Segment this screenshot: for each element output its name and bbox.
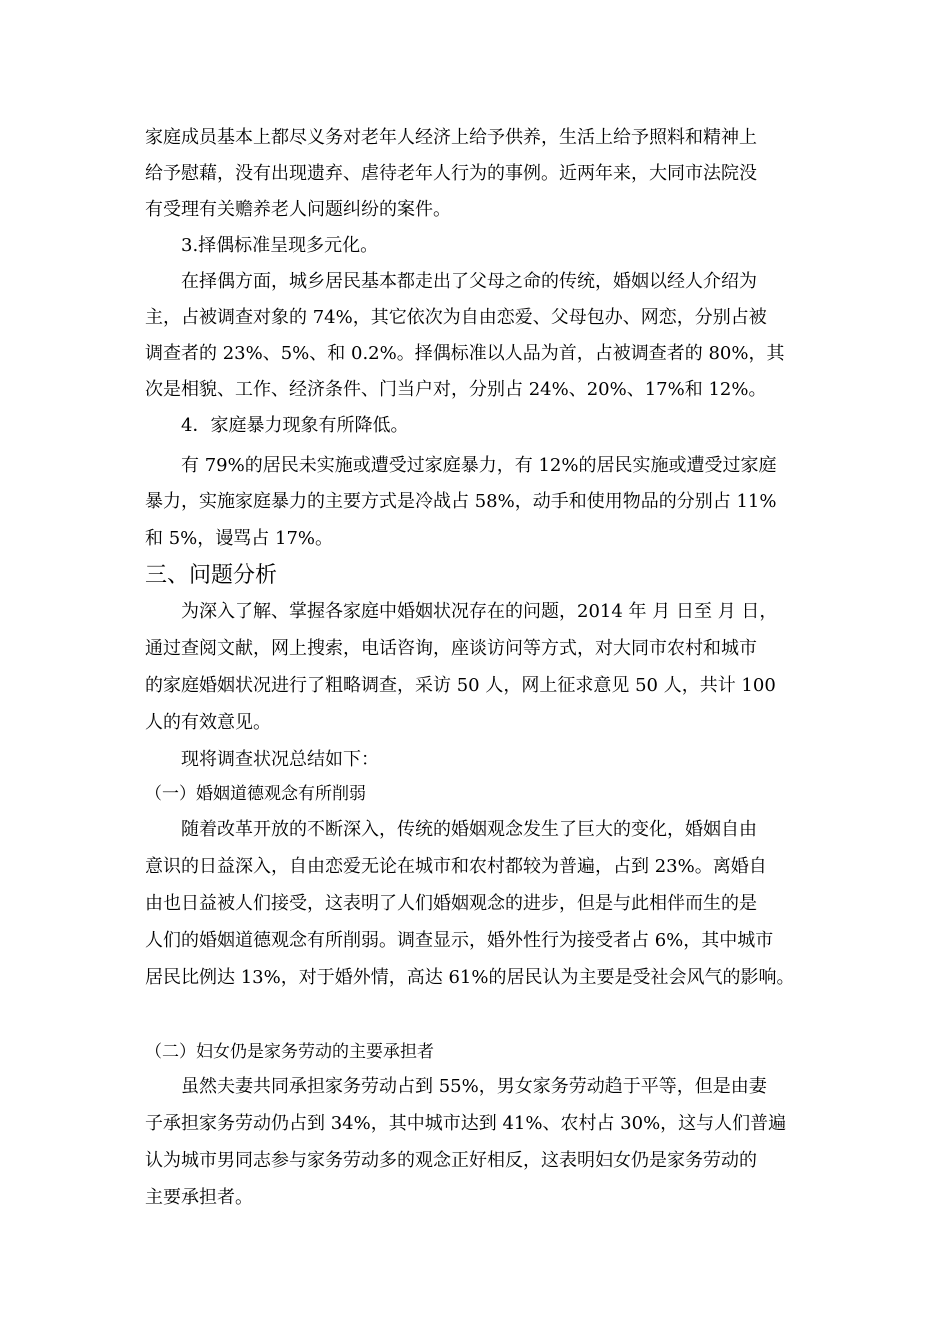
paragraph-line: 随着改革开放的不断深入，传统的婚姻观念发生了巨大的变化，婚姻自由 [181, 819, 757, 840]
paragraph-line: 在择偶方面，城乡居民基本都走出了父母之命的传统，婚姻以经人介绍为 [181, 271, 757, 292]
paragraph-line: 有受理有关赡养老人问题纠纷的案件。 [145, 199, 451, 220]
paragraph-line: 虽然夫妻共同承担家务劳动占到 55%，男女家务劳动趋于平等，但是由妻 [181, 1076, 767, 1097]
section-heading: 三、问题分析 [145, 563, 278, 588]
paragraph-line: 的家庭婚姻状况进行了粗略调查，采访 50 人，网上征求意见 50 人，共计 100 [145, 675, 776, 696]
paragraph-line: 人们的婚姻道德观念有所削弱。调查显示，婚外性行为接受者占 6%，其中城市 [145, 930, 774, 951]
paragraph-line: 人的有效意见。 [145, 712, 271, 733]
paragraph-line: 给予慰藉，没有出现遗弃、虐待老年人行为的事例。近两年来，大同市法院没 [145, 163, 757, 184]
list-heading: 3.择偶标准呈现多元化。 [181, 235, 379, 256]
paragraph-line: 由也日益被人们接受，这表明了人们婚姻观念的进步，但是与此相伴而生的是 [145, 893, 757, 914]
paragraph-line: 有 79%的居民未实施或遭受过家庭暴力，有 12%的居民实施或遭受过家庭 [181, 455, 777, 476]
paragraph-line: 意识的日益深入，自由恋爱无论在城市和农村都较为普遍，占到 23%。离婚自 [145, 856, 767, 877]
paragraph-line: 主，占被调查对象的 74%，其它依次为自由恋爱、父母包办、网恋，分别占被 [145, 307, 767, 328]
paragraph-line: 次是相貌、工作、经济条件、门当户对，分别占 24%、20%、17%和 12%。 [145, 379, 767, 400]
list-heading: 4．家庭暴力现象有所降低。 [181, 415, 409, 436]
paragraph-line: 居民比例达 13%，对于婚外情，高达 61%的居民认为主要是受社会风气的影响。 [145, 967, 795, 988]
paragraph-line: 主要承担者。 [145, 1187, 253, 1208]
subsection-heading: （一）婚姻道德观念有所削弱 [145, 784, 366, 804]
paragraph-line: 和 5%，谩骂占 17%。 [145, 528, 334, 549]
paragraph-line: 家庭成员基本上都尽义务对老年人经济上给予供养，生活上给予照料和精神上 [145, 127, 757, 148]
paragraph-line: 现将调查状况总结如下： [181, 749, 379, 770]
paragraph-line: 暴力，实施家庭暴力的主要方式是冷战占 58%，动手和使用物品的分别占 11% [145, 491, 777, 512]
paragraph-line: 调查者的 23%、5%、和 0.2%。择偶标准以人品为首，占被调查者的 80%，其 [145, 343, 785, 364]
paragraph-line: 为深入了解、掌握各家庭中婚姻状况存在的问题，2014 年 月 日至 月 日， [181, 601, 778, 622]
paragraph-line: 通过查阅文献，网上搜索，电话咨询，座谈访问等方式，对大同市农村和城市 [145, 638, 757, 659]
subsection-heading: （二）妇女仍是家务劳动的主要承担者 [145, 1042, 434, 1062]
paragraph-line: 认为城市男同志参与家务劳动多的观念正好相反，这表明妇女仍是家务劳动的 [145, 1150, 757, 1171]
paragraph-line: 子承担家务劳动仍占到 34%，其中城市达到 41%、农村占 30%，这与人们普遍 [145, 1113, 787, 1134]
